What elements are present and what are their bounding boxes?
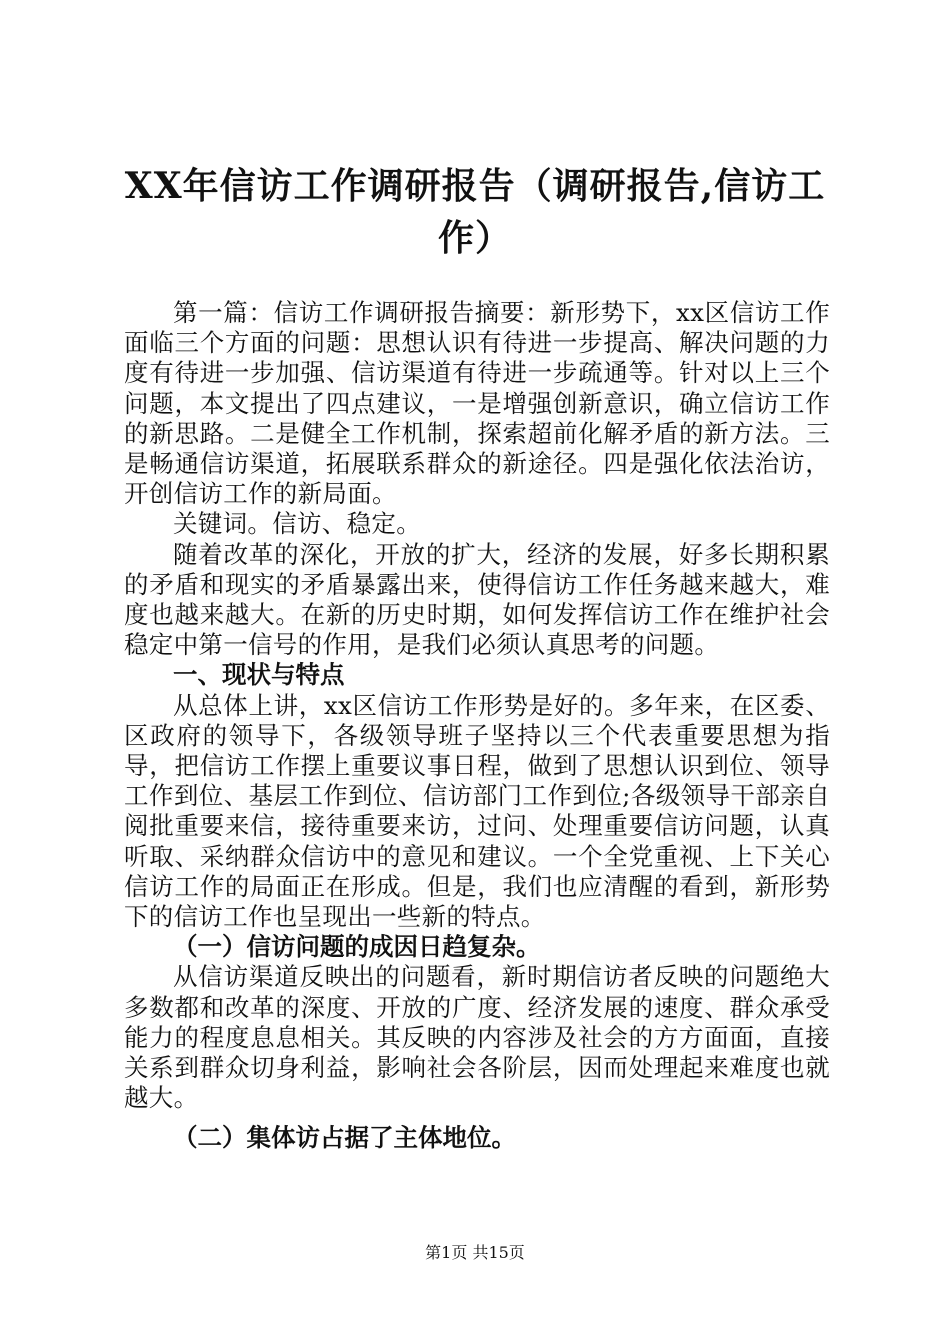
document-body (124, 298, 830, 1154)
subsection-heading-causes: （一）信访问题的成因日趋复杂。 (173, 932, 541, 962)
abstract-paragraph: 第一篇：信访工作调研报告摘要：新形势下，xx区信访工作面临三个方面的问题：思想认识有待进一步提高、解决问题的力度有待进一步加强、信访渠道有待进一步疏通等。针对以上三个问题，本文提出了四点建议，一是增强创新意识，确立信访工作的新思路。二是健全工作机制，探索超前化解矛盾的新方法。三是畅通信访渠道，拓展联系群众的新途径。四是强化依法治访，开创信访工作的新局面。 (124, 298, 830, 509)
subsection-heading-collective-visits: （二）集体访占据了主体地位。 (173, 1123, 516, 1153)
keywords-paragraph: 关键词。信访、稳定。 (173, 509, 421, 539)
page-footer: 第1页 共15页 (425, 1243, 525, 1262)
intro-paragraph: 随着改革的深化，开放的扩大，经济的发展，好多长期积累的矛盾和现实的矛盾暴露出来，使得信访工作任务越来越大，难度也越来越大。在新的历史时期，如何发挥信访工作在维护社会稳定中第一信号的作用，是我们必须认真思考的问题。 (124, 539, 830, 660)
document-title: XX年信访工作调研报告（调研报告,信访工作） (124, 165, 826, 259)
section-heading-status: 一、现状与特点 (173, 660, 345, 690)
subsection-causes-paragraph: 从信访渠道反映出的问题看，新时期信访者反映的问题绝大多数都和改革的深度、开放的广度、经济发展的速度、群众承受能力的程度息息相关。其反映的内容涉及社会的方方面面，直接关系到群众切身利益，影响社会各阶层，因而处理起来难度也就越大。 (124, 962, 830, 1113)
section-status-paragraph: 从总体上讲，xx区信访工作形势是好的。多年来，在区委、区政府的领导下，各级领导班子坚持以三个代表重要思想为指导，把信访工作摆上重要议事日程，做到了思想认识到位、领导工作到位、基层工作到位、信访部门工作到位;各级领导干部亲自阅批重要来信，接待重要来访，过问、处理重要信访问题，认真听取、采纳群众信访中的意见和建议。一个全党重视、上下关心信访工作的局面正在形成。但是，我们也应清醒的看到，新形势下的信访工作也呈现出一些新的特点。 (124, 690, 830, 932)
